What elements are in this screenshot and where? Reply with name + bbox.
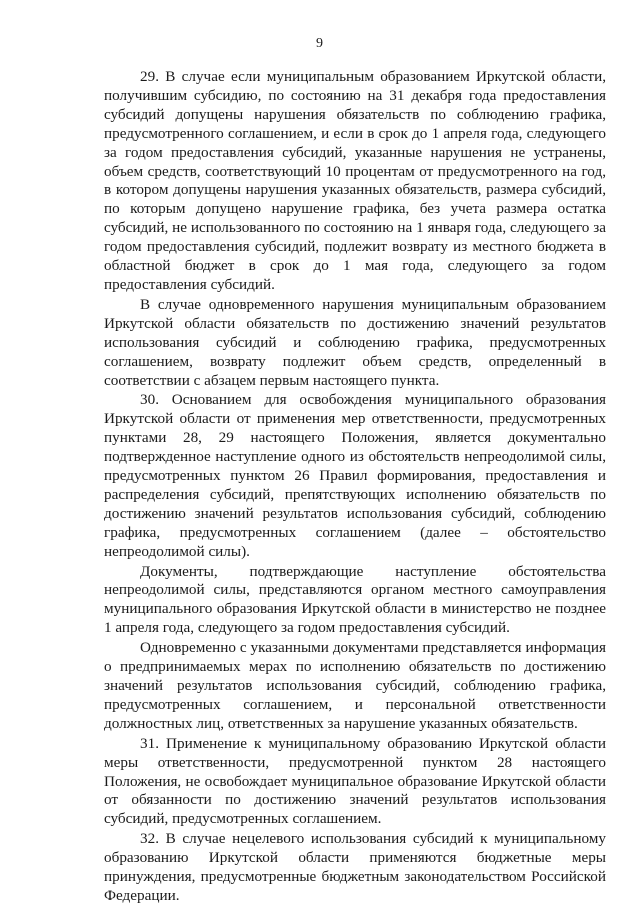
paragraph-30-documents: Документы, подтверждающие наступление обстоятельства непреодолимой силы, представляются органом местного самоуправления муниципального образования Иркутской области в министерство не позднее 1 апреля года, следующего за годом предоставления субсидий. (104, 562, 606, 637)
paragraph-32: 32. В случае нецелевого использования субсидий к муниципальному образованию Иркутской области применяются бюджетные меры принуждения, предусмотренные бюджетным законодательством Российской Федерации. (104, 830, 606, 904)
document-body (104, 68, 606, 906)
page-number: 9 (316, 36, 323, 51)
paragraph-31: 31. Применение к муниципальному образованию Иркутской области меры ответственности, предусмотренной пунктом 28 настоящего Положения, не освобождает муниципальное образование Иркутской области от обязанности по достижению значений результатов использования субсидий, предусмотренных соглашением. (104, 734, 606, 828)
paragraph-29-second: В случае одновременного нарушения муниципальным образованием Иркутской области обязательств по достижению значений результатов использования субсидий и соблюдению графика, предусмотренных соглашением, возврату подлежит объем средств, определенный в соответствии с абзацем первым настоящего пункта. (104, 295, 606, 389)
paragraph-30: 30. Основанием для освобождения муниципального образования Иркутской области от применения мер ответственности, предусмотренных пунктами 28, 29 настоящего Положения, является документально подтвержденное наступление одного из обстоятельств непреодолимой силы, предусмотренных пунктом 26 Правил формирования, предоставления и распределения субсидий, препятствующих исполнению обязательств по достижению значений результатов использования субсидий, соблюдению графика, предусмотренных соглашением (далее – обстоятельство непреодолимой силы). (104, 391, 606, 560)
paragraph-30-information: Одновременно с указанными документами представляется информация о предпринимаемых мерах по исполнению обязательств по достижению значений результатов использования субсидий, соблюдению графика, предусмотренных соглашением, и персональной ответственности должностных лиц, ответственных за нарушение указанных обязательств. (104, 639, 606, 732)
paragraph-29: 29. В случае если муниципальным образованием Иркутской области, получившим субсидию, по состоянию на 31 декабря года предоставления субсидий допущены нарушения обязательств по соблюдению графика, предусмотренного соглашением, и если в срок до 1 апреля года, следующего за годом предоставления субсидий, указанные нарушения не устранены, объем средств, соответствующий 10 процентам от предусмотренного на год, в котором допущены нарушения указанных обязательств, размера субсидий, по которым допущено нарушение графика, без учета размера остатка субсидий, не использованного по состоянию на 1 января года, следующего за годом предоставления субсидий, подлежит возврату из местного бюджета в областной бюджет в срок до 1 мая года, следующего за годом предоставления субсидий. (104, 68, 606, 293)
